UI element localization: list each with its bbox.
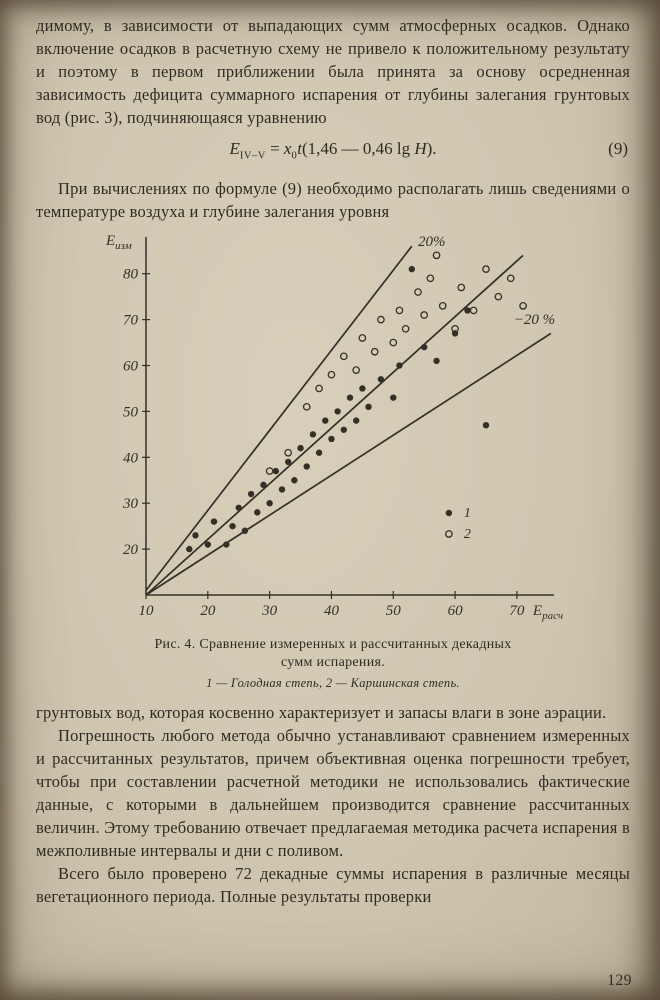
equation-number: (9) xyxy=(608,139,628,158)
caption-line-2: сумм испарения. xyxy=(280,655,386,671)
series-2-points xyxy=(266,253,526,475)
equation-9 xyxy=(36,137,630,168)
y-axis-label: $Е_{изм}$ xyxy=(106,233,132,253)
chart-legend xyxy=(446,506,471,542)
svg-text:60: 60 xyxy=(123,358,138,375)
figure-4 xyxy=(36,227,630,691)
svg-text:50: 50 xyxy=(123,404,138,421)
svg-text:70: 70 xyxy=(509,603,525,620)
x-axis-label: $Е_{расч}$ xyxy=(532,603,564,623)
svg-text:40: 40 xyxy=(323,603,339,620)
reference-lines xyxy=(146,235,555,596)
svg-text:80: 80 xyxy=(123,267,138,284)
evaporation-scatter-chart xyxy=(98,227,568,627)
paragraph-1: димому, в зависимости от выпадающих сумм атмосферных осадков. Однако включение осадков в расчетную схему не привело к положительному результату и поэтому в первом приближении была принята за основу осредненная зависимость дефицита суммарного испарения от глубины залегания грунтовых вод (рис. 3), подчиняющаяся уравнению xyxy=(36,16,630,127)
paragraph-5: Всего было проверено 72 декадные суммы испарения в различные месяцы вегетационного периода. Полные результаты проверки xyxy=(36,864,630,907)
svg-text:1: 1 xyxy=(463,506,471,522)
paragraph-4: Погрешность любого метода обычно устанавливают сравнением измеренных и рассчитанных результатов, причем объективная оценка погрешности требует, чтобы при составлении расчетной методики не использовались фактические данные, с которыми в дальнейшем производится сравнение рассчитанных величин. Этому требованию отвечает предлагаемая методика расчета испарения в межполивные интервалы и дни с поливом. xyxy=(36,726,630,861)
paragraph-3: грунтовых вод, которая косвенно характеризует и запасы влаги в зоне аэрации. xyxy=(36,703,607,723)
line-label-plus-20-percent: 20% xyxy=(418,234,446,251)
svg-text:70: 70 xyxy=(123,313,138,330)
svg-text:20: 20 xyxy=(123,542,138,559)
paragraph-2: При вычислениях по формуле (9) необходимо располагать лишь сведениями о температуре воздуха и глубине залегания уровня xyxy=(36,179,630,222)
svg-text:60: 60 xyxy=(447,603,463,620)
chart-axes xyxy=(146,234,554,595)
svg-text:40: 40 xyxy=(123,450,138,467)
page-number: 129 xyxy=(607,972,632,989)
svg-text:2: 2 xyxy=(463,527,471,543)
caption-line-1: Рис. 4. Сравнение измеренных и рассчитанных декадных xyxy=(154,637,512,653)
svg-text:50: 50 xyxy=(385,603,401,620)
line-label-minus-20-percent: −20 % xyxy=(513,312,556,329)
svg-text:30: 30 xyxy=(123,496,138,513)
scatter-chart-container xyxy=(98,227,568,632)
svg-text:30: 30 xyxy=(262,603,278,620)
svg-text:20: 20 xyxy=(200,603,216,620)
chart-tick-labels xyxy=(122,267,525,619)
equation-body: $E_{IV-V} = x_0t(1,46$ — 0,46 lg H). xyxy=(229,139,437,162)
figure-caption xyxy=(36,636,630,691)
caption-legend: 1 — Голодная степь, 2 — Каршинская степь. xyxy=(206,676,460,691)
svg-text:10: 10 xyxy=(138,603,154,620)
